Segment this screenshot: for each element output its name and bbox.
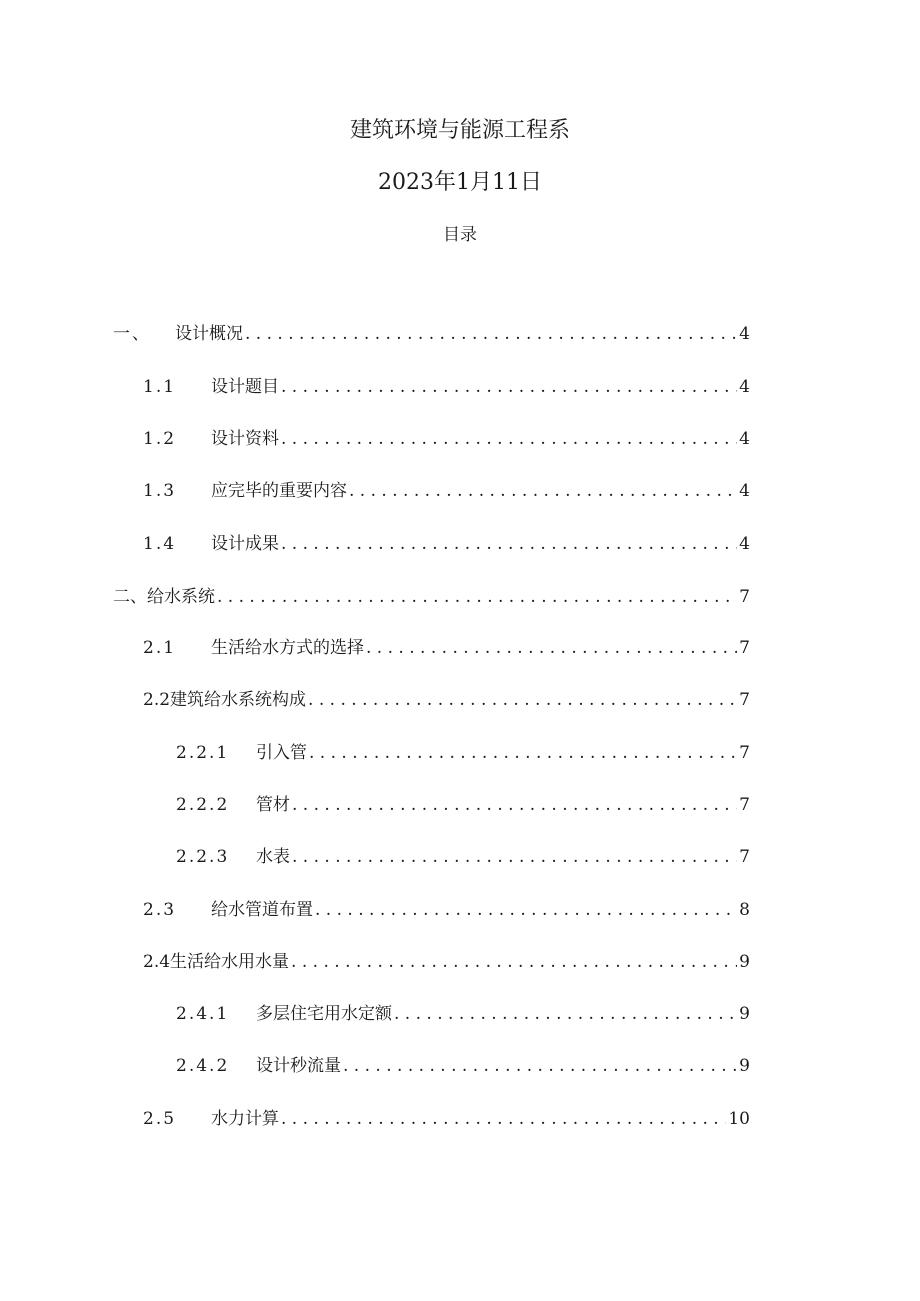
toc-entry-page: 4 xyxy=(739,429,750,449)
toc-entry-page: 4 xyxy=(739,377,750,397)
toc-leader-dots xyxy=(292,792,737,818)
toc-entry-page: 4 xyxy=(739,481,750,501)
toc-entry-2-4[interactable] xyxy=(143,947,750,975)
department-title: 建筑环境与能源工程系 xyxy=(349,118,570,143)
toc-entry-1-2[interactable] xyxy=(143,424,750,452)
toc-entry-text: 设计题目 xyxy=(211,377,279,397)
toc-leader-dots xyxy=(394,1001,737,1027)
toc-entry-number: 2.2.2 xyxy=(176,795,230,815)
toc-entry-number: 一、 xyxy=(113,324,151,344)
toc-entry-number: 1.4 xyxy=(143,534,177,554)
toc-leader-dots xyxy=(245,321,737,347)
toc-entry-1[interactable] xyxy=(113,319,750,347)
toc-leader-dots xyxy=(217,584,737,610)
toc-entry-number: 2.5 xyxy=(143,1109,177,1129)
toc-entry-page: 9 xyxy=(739,952,750,972)
toc-leader-dots xyxy=(292,844,737,870)
toc-entry-text: 引入管 xyxy=(256,743,307,763)
toc-entry-2-2-1[interactable] xyxy=(176,738,750,766)
toc-leader-dots xyxy=(308,687,737,713)
toc-entry-1-3[interactable] xyxy=(143,476,750,504)
toc-entry-number: 1.1 xyxy=(143,377,177,397)
toc-entry-2-4-1[interactable] xyxy=(176,999,750,1027)
toc-entry-2-3[interactable] xyxy=(143,895,750,923)
toc-entry-page: 4 xyxy=(739,534,750,554)
toc-entry-2-5[interactable] xyxy=(143,1104,750,1132)
toc-entry-2-2[interactable] xyxy=(143,685,750,713)
toc-entry-page: 7 xyxy=(739,795,750,815)
toc-entry-number: 1.2 xyxy=(143,429,177,449)
toc-leader-dots xyxy=(281,1106,726,1132)
toc-title: 目录 xyxy=(443,225,477,245)
toc-entry-text: 多层住宅用水定额 xyxy=(256,1004,392,1024)
toc-entry-page: 8 xyxy=(739,900,750,920)
toc-entry-text: 设计概况 xyxy=(175,324,243,344)
toc-entry-text: 设计资料 xyxy=(211,429,279,449)
toc-entry-number: 2.1 xyxy=(143,638,177,658)
toc-entry-page: 7 xyxy=(739,743,750,763)
toc-entry-text: 设计秒流量 xyxy=(256,1056,341,1076)
toc-entry-number: 2.4.2 xyxy=(176,1056,230,1076)
toc-entry-number: 2.2.3 xyxy=(176,847,230,867)
toc-entry-2-1[interactable] xyxy=(143,633,750,661)
toc-leader-dots xyxy=(281,426,737,452)
toc-entry-number: 2.4.1 xyxy=(176,1004,230,1024)
toc-entry-text: 设计成果 xyxy=(211,534,279,554)
toc-entry-1-4[interactable] xyxy=(143,529,750,557)
toc-entry-text: 给水管道布置 xyxy=(211,900,313,920)
toc-entry-page: 10 xyxy=(728,1109,750,1129)
toc-leader-dots xyxy=(281,531,737,557)
toc-entry-page: 7 xyxy=(739,847,750,867)
toc-leader-dots xyxy=(366,635,737,661)
toc-leader-dots xyxy=(309,740,737,766)
toc-entry-text: 生活给水方式的选择 xyxy=(211,638,364,658)
toc-entry-text: 管材 xyxy=(256,795,290,815)
toc-entry-page: 9 xyxy=(739,1004,750,1024)
toc-entry-text: 二、给水系统 xyxy=(113,587,215,607)
toc-leader-dots xyxy=(343,1053,737,1079)
toc-entry-2[interactable] xyxy=(113,582,750,610)
document-date: 2023年1月11日 xyxy=(378,170,542,195)
toc-entry-page: 7 xyxy=(739,690,750,710)
toc-entry-2-2-2[interactable] xyxy=(176,790,750,818)
toc-entry-number: 1.3 xyxy=(143,481,177,501)
toc-entry-page: 4 xyxy=(739,324,750,344)
toc-entry-number: 2.2.1 xyxy=(176,743,230,763)
toc-leader-dots xyxy=(281,374,737,400)
toc-entry-number: 2.3 xyxy=(143,900,177,920)
toc-entry-text: 水表 xyxy=(256,847,290,867)
toc-entry-text: 2.2建筑给水系统构成 xyxy=(143,690,307,710)
toc-entry-page: 9 xyxy=(739,1056,750,1076)
toc-entry-text: 水力计算 xyxy=(211,1109,279,1129)
toc-entry-2-2-3[interactable] xyxy=(176,842,750,870)
toc-leader-dots xyxy=(349,478,737,504)
toc-entry-2-4-2[interactable] xyxy=(176,1051,750,1079)
toc-leader-dots xyxy=(315,897,737,923)
toc-entry-1-1[interactable] xyxy=(143,372,750,400)
toc-entry-text: 2.4生活给水用水量 xyxy=(143,952,290,972)
toc-entry-text: 应完毕的重要内容 xyxy=(211,481,347,501)
toc-leader-dots xyxy=(291,949,737,975)
toc-entry-page: 7 xyxy=(739,587,750,607)
toc-entry-page: 7 xyxy=(739,638,750,658)
